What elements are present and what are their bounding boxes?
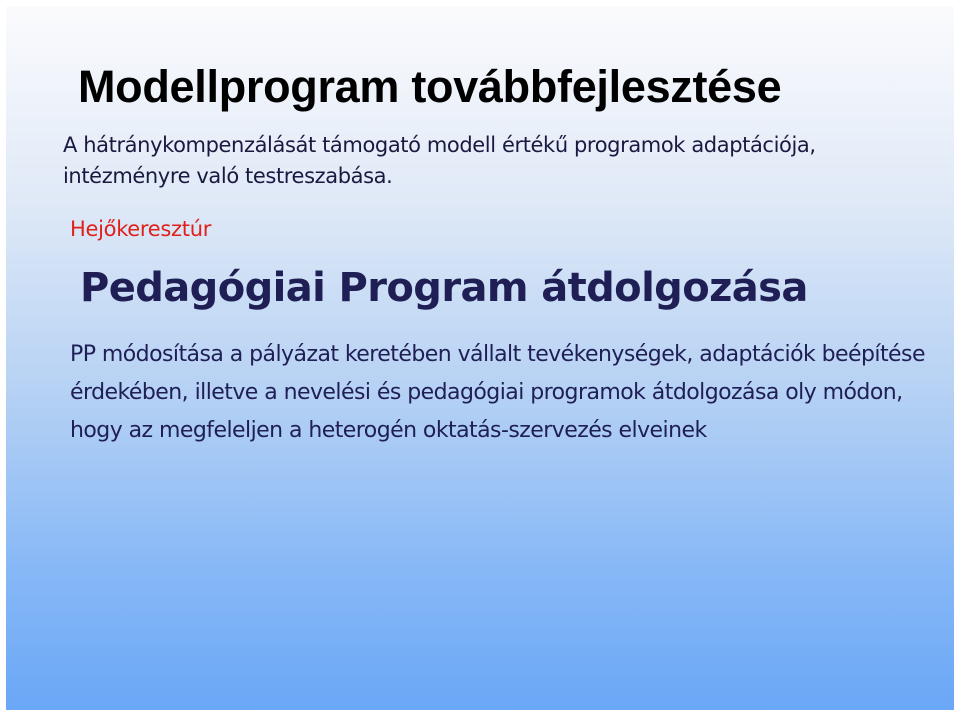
slide-title: Modellprogram továbbfejlesztése (78, 61, 782, 112)
body-text: PP módosítása a pályázat keretében vállalt tevékenységek, adaptációk beépítése érdekében, illetve a nevelési és pedagógiai programok átdolgozása oly módon, hogy az megfeleljen a heterogén oktatás-szervezés elveinek (70, 342, 925, 443)
intro-text: A hátránykompenzálását támogató modell értékű programok adaptációja, intézményre való testreszabása. (63, 133, 816, 188)
section-title: Pedagógiai Program átdolgozása (80, 265, 808, 311)
slide (6, 6, 954, 710)
location-label: Hejőkeresztúr (70, 217, 212, 241)
